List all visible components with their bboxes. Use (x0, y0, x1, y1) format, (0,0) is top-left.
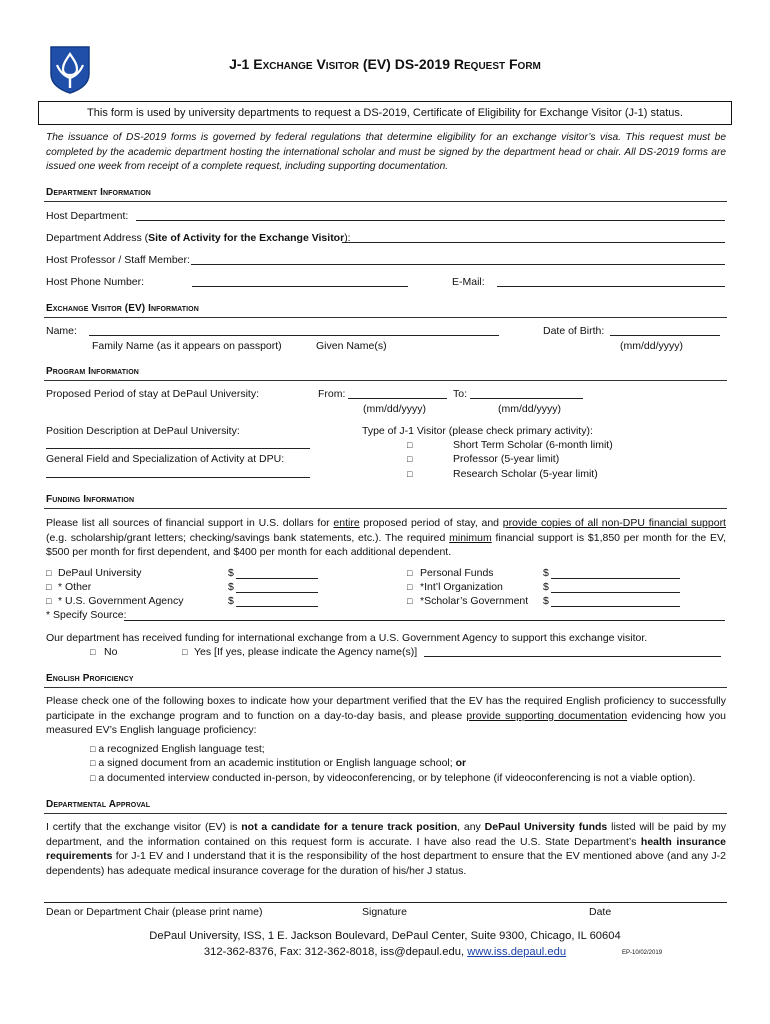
specify-source-field[interactable] (124, 620, 725, 621)
address-suffix: ): (344, 232, 351, 244)
department-address-label (46, 232, 351, 244)
amount-gov-field[interactable] (236, 606, 318, 607)
name-label: Name: (46, 325, 77, 337)
dollar-sign: $ (228, 567, 234, 579)
option-yes: Yes [If yes, please indicate the Agency name(s)] (194, 646, 418, 658)
type-research-scholar: Research Scholar (5-year limit) (453, 468, 598, 480)
address-bold: Site of Activity for the Exchange Visitor (148, 232, 345, 244)
funding-heading: Funding Information (46, 494, 135, 505)
source-personal-funds: Personal Funds (420, 567, 494, 579)
funding-text: Please list all sources of financial support in U.S. dollars for (46, 517, 334, 529)
email-label: E-Mail: (452, 276, 485, 288)
form-title: J-1 Exchange Visitor (EV) DS-2019 Request Form (229, 56, 541, 72)
email-field[interactable] (497, 286, 725, 287)
source-scholars-government: *Scholar’s Government (420, 595, 529, 607)
checkbox-professor[interactable]: □ (407, 454, 413, 464)
host-phone-field[interactable] (192, 286, 408, 287)
divider (44, 380, 727, 381)
to-label: To: (453, 388, 468, 400)
english-option-interview[interactable] (90, 772, 695, 784)
checkbox-icon: □ (90, 773, 96, 783)
divider (44, 813, 727, 814)
approval-bold: not a candidate for a tenure track position (241, 821, 458, 833)
funding-text: financial support is $1,850 per month for the EV, $500 per month for first dependent, and $400 per month for each additional dependent. (46, 531, 726, 559)
checkbox-scholars-government[interactable]: □ (407, 596, 413, 606)
intro-box (38, 101, 732, 125)
option-or: or (455, 757, 467, 769)
english-paragraph (46, 694, 726, 738)
option-label: a documented interview conducted in-person, by videoconferencing, or by telephone (if videoconferencing is not a viable option). (98, 772, 696, 784)
department-heading: Department Information (46, 187, 151, 198)
field-specialization-field[interactable] (46, 477, 310, 478)
host-professor-label: Host Professor / Staff Member: (46, 254, 190, 266)
checkbox-icon: □ (90, 758, 96, 768)
english-option-document[interactable] (90, 757, 466, 769)
amount-depaul-field[interactable] (236, 578, 318, 579)
sig-name-caption: Dean or Department Chair (please print name) (46, 906, 263, 918)
english-supporting-docs: provide supporting documentation (466, 709, 628, 722)
source-other: * Other (58, 581, 92, 593)
dollar-sign: $ (228, 595, 234, 607)
source-us-gov-agency: * U.S. Government Agency (58, 595, 184, 607)
address-prefix: Department Address ( (46, 232, 149, 244)
footer-address: DePaul University, ISS, 1 E. Jackson Boulevard, DePaul Center, Suite 9300, Chicago, IL 60604 (149, 930, 621, 942)
from-label: From: (318, 388, 346, 400)
amount-other-field[interactable] (236, 592, 318, 593)
footer-website-link[interactable]: www.iss.depaul.edu (467, 946, 567, 958)
form-code: EP-10/02/2019 (622, 950, 663, 956)
divider (44, 317, 727, 318)
approval-heading: Departmental Approval (46, 799, 151, 810)
dollar-sign: $ (228, 581, 234, 593)
approval-text: for J-1 EV and I understand that it is the responsibility of the host department to ensure that the EV mentioned above (and any J-2 dependents) has adequate medical insurance coverage for the duration of his/her J status. (46, 850, 726, 877)
divider (44, 201, 727, 202)
checkbox-personal-funds[interactable]: □ (407, 568, 413, 578)
amount-personal-field[interactable] (551, 578, 680, 579)
given-names-caption: Given Name(s) (316, 340, 387, 352)
option-label: a recognized English language test; (98, 743, 265, 755)
host-professor-field[interactable] (191, 264, 725, 265)
family-name-caption: Family Name (as it appears on passport) (92, 340, 282, 352)
from-date-field[interactable] (348, 398, 447, 399)
checkbox-research-scholar[interactable]: □ (407, 469, 413, 479)
option-no: No (104, 646, 118, 658)
approval-text: I certify that the exchange visitor (EV) is (46, 821, 242, 833)
type-professor: Professor (5-year limit) (453, 453, 560, 465)
dollar-sign: $ (543, 595, 549, 607)
approval-text: , any (457, 821, 485, 833)
checkbox-no[interactable]: □ (90, 647, 96, 657)
dob-label: Date of Birth: (543, 325, 605, 337)
source-intl-organization: *Int’l Organization (420, 581, 503, 593)
intro-paragraph: The issuance of DS-2019 forms is governed by federal regulations that determine eligibility for an exchange visitor’s visa. This request must be completed by the academic department hosting the international scholar and must be signed by the department head or chair. All DS-2019 forms are issued one week from receipt of a complete request, including supporting documentation. (46, 132, 726, 173)
sig-signature-caption: Signature (362, 906, 407, 918)
type-short-term: Short Term Scholar (6-month limit) (453, 439, 613, 451)
intro-box-text: This form is used by university departments to request a DS-2019, Certificate of Eligibility for Exchange Visitor (J-1) status. (87, 107, 683, 119)
amount-intl-field[interactable] (551, 592, 680, 593)
position-field[interactable] (46, 448, 310, 449)
approval-paragraph (46, 820, 726, 878)
approval-bold: health insurance requirements (46, 835, 726, 863)
funding-entire: entire (333, 517, 360, 529)
approval-text: listed will be paid by my department, and the information contained on this request form is accurate. I have also read the U.S. State Department’s (46, 821, 726, 848)
to-format-caption: (mm/dd/yyyy) (498, 403, 561, 415)
english-option-test[interactable] (90, 743, 265, 755)
checkbox-short-term[interactable]: □ (407, 440, 413, 450)
checkbox-intl-organization[interactable]: □ (407, 582, 413, 592)
funding-text: (e.g. scholarship/grant letters; checking/savings bank statements, etc.). The required (46, 531, 450, 544)
amount-scholar-gov-field[interactable] (551, 606, 680, 607)
funding-provide-copies: provide copies of all non-DPU financial support (502, 517, 726, 529)
name-field[interactable] (89, 335, 499, 336)
checkbox-us-gov-agency[interactable]: □ (46, 596, 52, 606)
visitor-type-label: Type of J-1 Visitor (please check primary activity): (362, 425, 593, 437)
dollar-sign: $ (543, 567, 549, 579)
checkbox-other[interactable]: □ (46, 582, 52, 592)
english-text: Please check one of the following boxes to indicate how your department verified that the EV has the required English proficiency to successfully participate in the exchange program and to function on a day-to-day basis, and please (46, 695, 726, 722)
approval-bold: DePaul University funds (484, 821, 608, 833)
source-depaul-university: DePaul University (58, 567, 142, 579)
program-heading: Program Information (46, 366, 139, 377)
signature-line[interactable] (44, 902, 727, 903)
host-phone-label: Host Phone Number: (46, 276, 145, 288)
english-heading: English Proficiency (46, 673, 134, 684)
checkbox-yes[interactable]: □ (182, 647, 188, 657)
host-department-field[interactable] (136, 220, 725, 221)
funding-minimum: minimum (449, 531, 492, 544)
divider (44, 508, 727, 509)
field-label: General Field and Specialization of Activity at DPU: (46, 453, 285, 465)
host-department-label: Host Department: (46, 210, 129, 222)
to-date-field[interactable] (470, 398, 583, 399)
dob-field[interactable] (610, 335, 720, 336)
period-label: Proposed Period of stay at DePaul University: (46, 388, 260, 400)
checkbox-icon: □ (90, 744, 96, 754)
gov-funding-question: Our department has received funding for international exchange from a U.S. Government Agency to support this exchange visitor. (46, 632, 648, 644)
department-address-field[interactable] (342, 242, 725, 243)
agency-name-field[interactable] (424, 656, 721, 657)
from-format-caption: (mm/dd/yyyy) (363, 403, 426, 415)
english-text: evidencing how you measured EV’s English language proficiency: (46, 709, 726, 737)
checkbox-depaul-university[interactable]: □ (46, 568, 52, 578)
sig-date-caption: Date (589, 906, 612, 918)
option-label: a signed document from an academic institution or English language school; (98, 757, 456, 769)
dollar-sign: $ (543, 581, 549, 593)
dob-format-caption: (mm/dd/yyyy) (620, 340, 683, 352)
ev-heading: Exchange Visitor (EV) Information (46, 303, 199, 314)
specify-source-label: * Specify Source: (46, 609, 127, 621)
divider (44, 687, 727, 688)
funding-paragraph (46, 516, 726, 560)
position-label: Position Description at DePaul University: (46, 425, 240, 437)
funding-text: proposed period of stay, and (359, 517, 503, 529)
footer-contact-text: 312-362-8376, Fax: 312-362-8018, iss@depaul.edu, (203, 946, 468, 958)
